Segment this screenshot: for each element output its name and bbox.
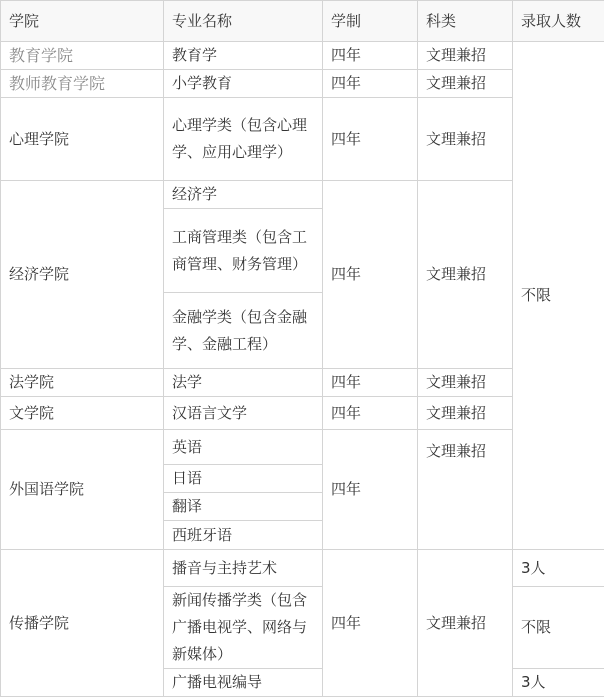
duration-cell: 四年 <box>323 550 418 697</box>
college-cell: 教师教育学院 <box>1 70 164 98</box>
college-cell: 文学院 <box>1 397 164 430</box>
category-cell: 文理兼招 <box>418 369 513 397</box>
category-cell: 文理兼招 <box>418 397 513 430</box>
major-cell: 播音与主持艺术 <box>164 550 323 587</box>
category-cell: 文理兼招 <box>418 70 513 98</box>
major-cell: 新闻传播学类（包含广播电视学、网络与新媒体） <box>164 587 323 669</box>
admission-cell: 不限 <box>513 42 604 550</box>
college-cell: 法学院 <box>1 369 164 397</box>
college-cell: 心理学院 <box>1 98 164 181</box>
duration-cell: 四年 <box>323 70 418 98</box>
major-cell: 翻译 <box>164 493 323 521</box>
duration-cell: 四年 <box>323 181 418 369</box>
header-admission: 录取人数 <box>513 1 604 42</box>
category-cell: 文理兼招 <box>418 98 513 181</box>
duration-cell: 四年 <box>323 397 418 430</box>
admission-cell: 3人 <box>513 550 604 587</box>
major-cell: 汉语言文学 <box>164 397 323 430</box>
major-cell: 教育学 <box>164 42 323 70</box>
major-cell: 小学教育 <box>164 70 323 98</box>
college-cell: 经济学院 <box>1 181 164 369</box>
major-cell: 工商管理类（包含工商管理、财务管理） <box>164 209 323 293</box>
category-cell: 文理兼招 <box>418 181 513 369</box>
major-cell: 英语 <box>164 430 323 465</box>
table-row <box>1 550 604 587</box>
table-header-row <box>1 1 604 42</box>
header-category: 科类 <box>418 1 513 42</box>
category-cell: 文理兼招 <box>418 42 513 70</box>
duration-cell: 四年 <box>323 42 418 70</box>
header-duration: 学制 <box>323 1 418 42</box>
major-cell: 日语 <box>164 465 323 493</box>
header-major: 专业名称 <box>164 1 323 42</box>
table-row <box>1 42 604 70</box>
college-cell: 外国语学院 <box>1 430 164 550</box>
admission-cell: 不限 <box>513 587 604 669</box>
admission-cell: 3人 <box>513 669 604 697</box>
category-cell: 文理兼招 <box>418 430 513 550</box>
college-cell: 教育学院 <box>1 42 164 70</box>
major-cell: 法学 <box>164 369 323 397</box>
major-cell: 金融学类（包含金融学、金融工程） <box>164 293 323 369</box>
duration-cell: 四年 <box>323 98 418 181</box>
major-cell: 西班牙语 <box>164 521 323 550</box>
major-cell: 广播电视编导 <box>164 669 323 697</box>
category-cell: 文理兼招 <box>418 550 513 697</box>
major-cell: 经济学 <box>164 181 323 209</box>
duration-cell: 四年 <box>323 430 418 550</box>
college-cell: 传播学院 <box>1 550 164 697</box>
header-college: 学院 <box>1 1 164 42</box>
major-cell: 心理学类（包含心理学、应用心理学） <box>164 98 323 181</box>
duration-cell: 四年 <box>323 369 418 397</box>
